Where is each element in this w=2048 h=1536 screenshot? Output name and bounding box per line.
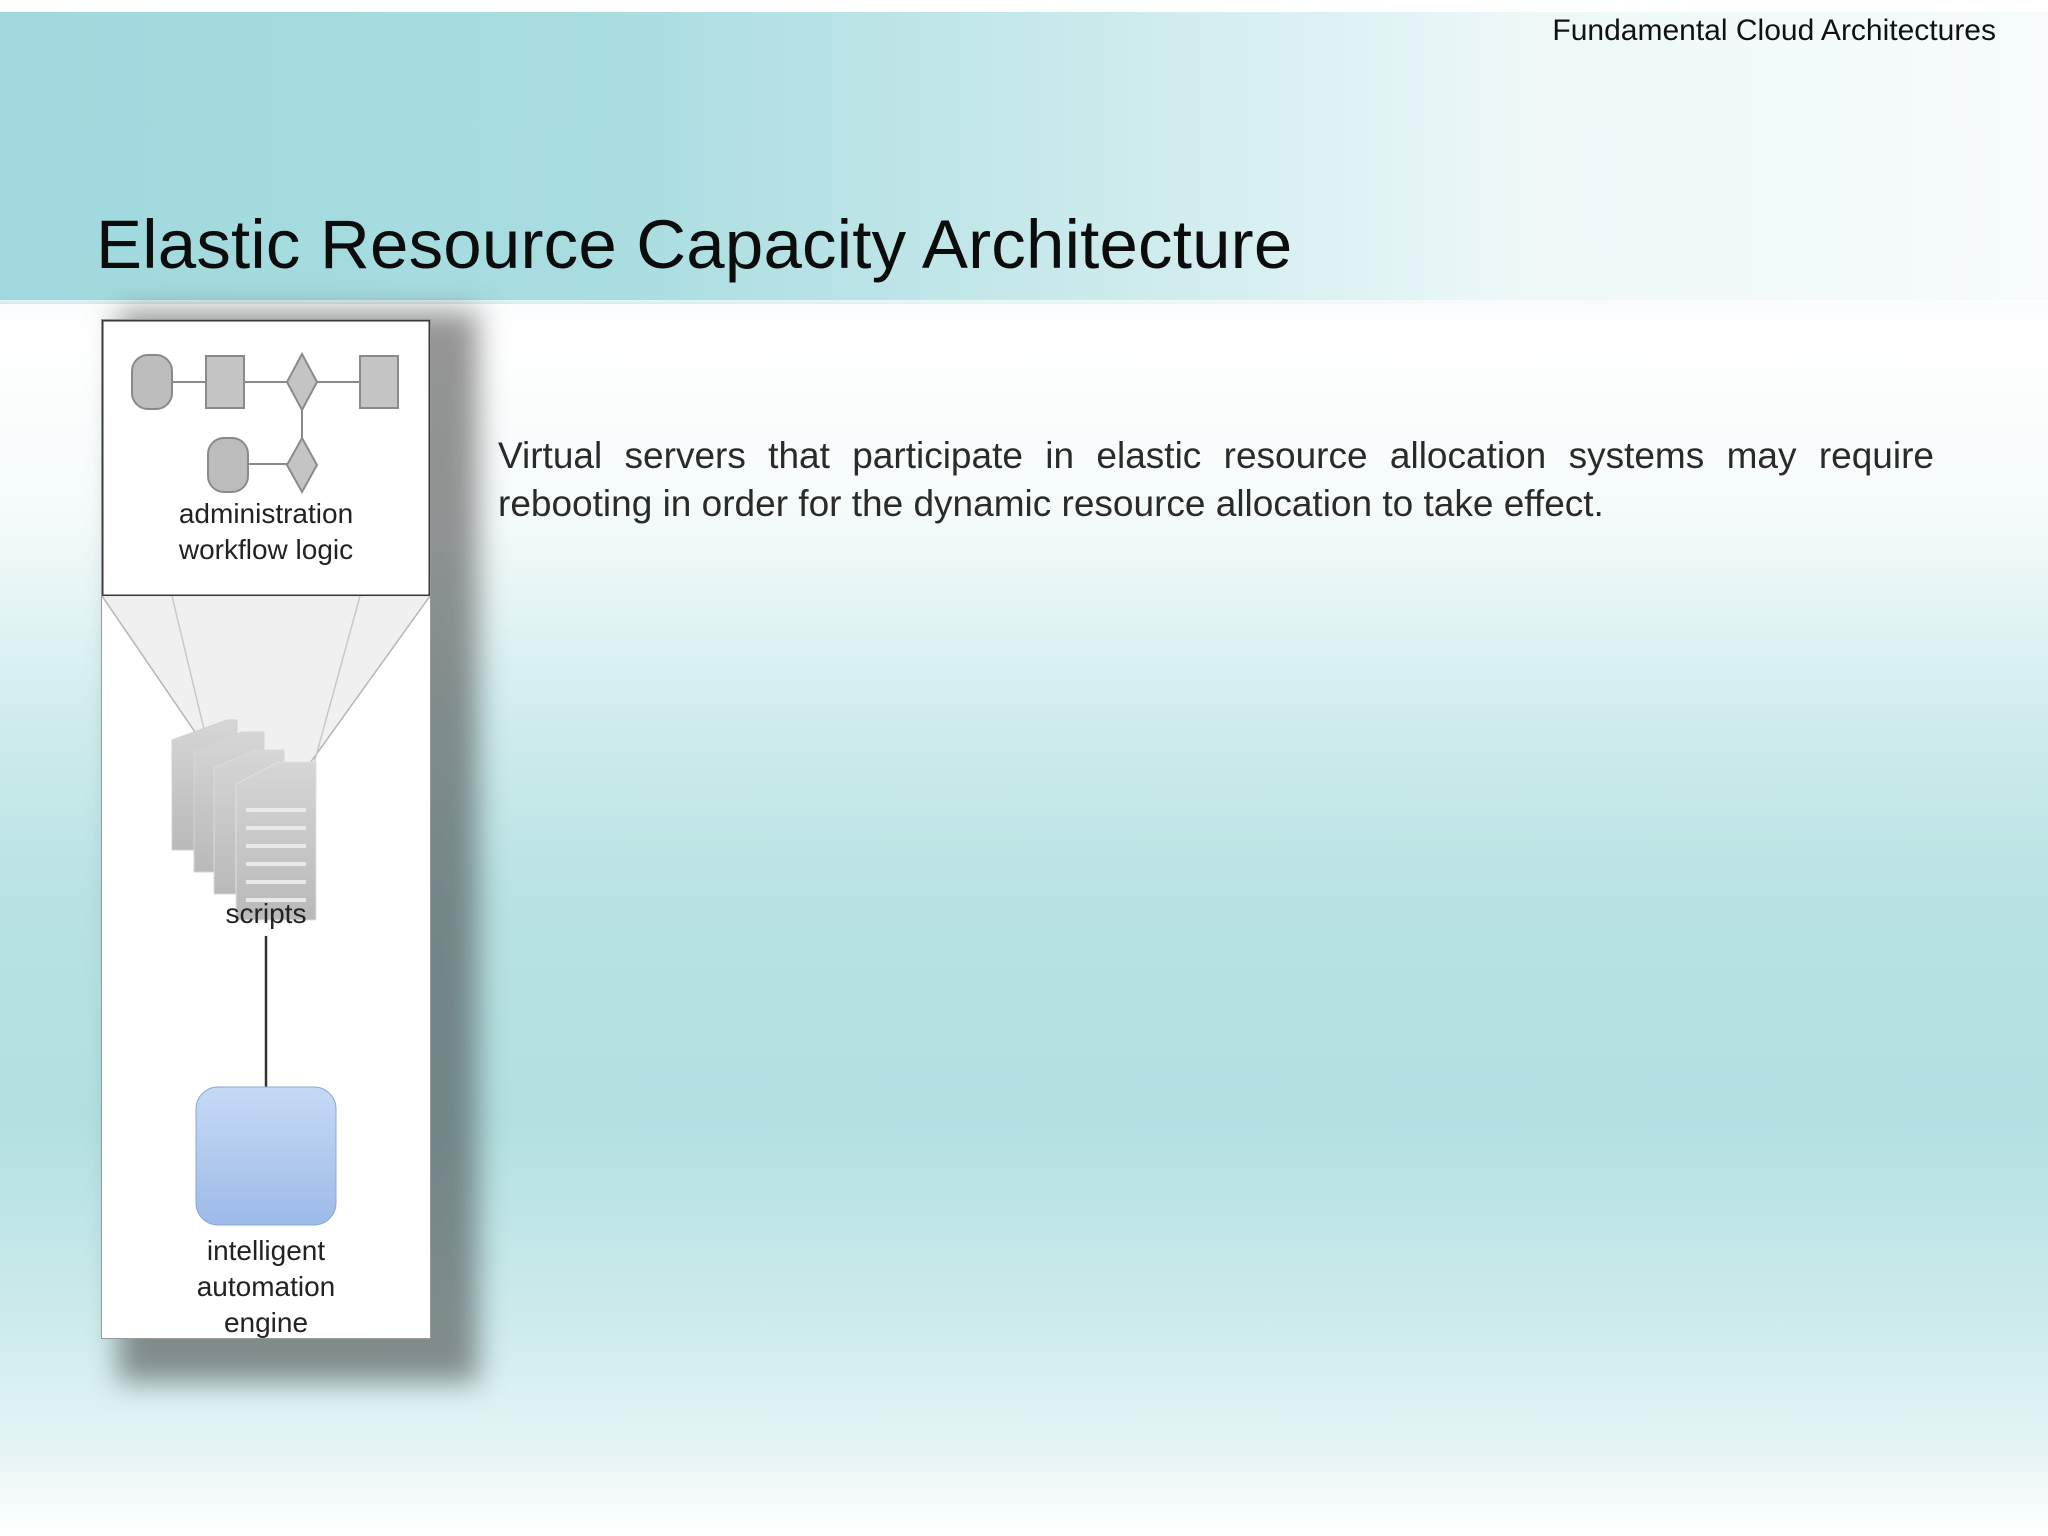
engine-label-line2: automation (196, 1271, 336, 1302)
section-header: Fundamental Cloud Architectures (1552, 14, 1996, 47)
workflow-start-icon-2 (208, 438, 248, 492)
slide-body-text: Virtual servers that participate in elastic resource allocation systems may require rebooting in order for the dynamic resource allocation to take effect. (498, 435, 1934, 524)
top-strip (0, 0, 2048, 12)
diagram-panel (101, 319, 431, 1339)
diagram-svg (102, 320, 430, 1338)
admin-label-line1: administration (178, 498, 354, 529)
workflow-start-icon (132, 355, 172, 409)
script-document-4 (236, 762, 316, 920)
scripts-label: scripts (225, 898, 307, 929)
slide-title: Elastic Resource Capacity Architecture (96, 206, 1293, 283)
engine-label-line1: intelligent (206, 1235, 326, 1266)
engine-label-line3: engine (223, 1307, 309, 1338)
workflow-process-icon (206, 356, 244, 408)
admin-label-line2: workflow logic (178, 534, 354, 565)
workflow-process-icon-2 (360, 356, 398, 408)
automation-engine-icon (196, 1087, 336, 1225)
